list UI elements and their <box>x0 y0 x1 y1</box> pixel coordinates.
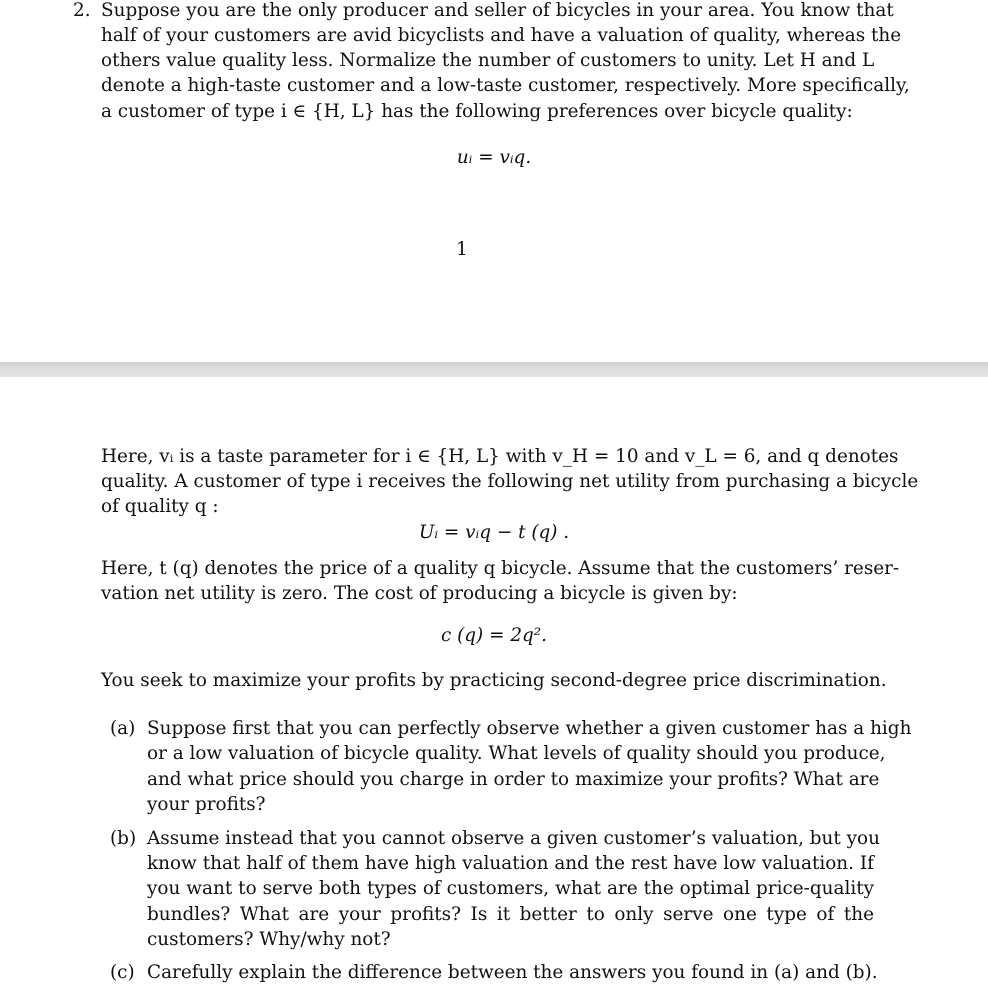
intro-line-2: half of your customers are avid bicyclists and have a valuation of quality, whereas the <box>101 25 902 46</box>
para2-line-2: vation net utility is zero. The cost of producing a bicycle is given by: <box>101 583 738 604</box>
part-a-label: (a) <box>110 718 136 739</box>
intro-line-5: a customer of type i ∈ {H, L} has the following preferences over bicycle quality: <box>101 101 853 122</box>
para2-line-1: Here, t (q) denotes the price of a quality q bicycle. Assume that the customers’ reser- <box>101 558 900 579</box>
part-b-label: (b) <box>110 828 137 849</box>
para1-line-3: of quality q : <box>101 496 219 517</box>
equation-net-utility: Uᵢ = vᵢq − t (q) . <box>418 522 570 543</box>
part-b-line-4: bundles? What are your profits? Is it better to only serve one type of the <box>147 904 874 925</box>
intro-line-1: Suppose you are the only producer and seller of bicycles in your area. You know that <box>101 0 894 21</box>
document-page-1 <box>0 0 988 362</box>
para3: You seek to maximize your profits by practicing second-degree price discrimination. <box>101 670 887 691</box>
part-b-line-1: Assume instead that you cannot observe a given customer’s valuation, but you <box>147 828 880 849</box>
part-c-label: (c) <box>110 962 135 983</box>
intro-line-3: others value quality less. Normalize the number of customers to unity. Let H and L <box>101 50 875 71</box>
para1-line-2: quality. A customer of type i receives the following net utility from purchasing a bicycle <box>101 471 919 492</box>
part-b-line-5: customers? Why/why not? <box>147 929 391 950</box>
part-b-line-3: you want to serve both types of customers, what are the optimal price-quality <box>147 878 874 899</box>
page-number: 1 <box>456 239 468 260</box>
part-a-line-1: Suppose first that you can perfectly observe whether a given customer has a high <box>147 718 912 739</box>
para1-line-1: Here, vᵢ is a taste parameter for i ∈ {H, L} with v_H = 10 and v_L = 6, and q denotes <box>101 446 899 467</box>
part-c-line-1: Carefully explain the difference between the answers you found in (a) and (b). <box>147 962 878 983</box>
equation-preferences: uᵢ = vᵢq. <box>456 147 532 168</box>
equation-cost: c (q) = 2q². <box>440 625 548 646</box>
part-a-line-2: or a low valuation of bicycle quality. What levels of quality should you produce, <box>147 743 886 764</box>
part-a-line-4: your profits? <box>147 794 266 815</box>
problem-number: 2. <box>73 0 91 21</box>
intro-line-4: denote a high-taste customer and a low-taste customer, respectively. More specifically, <box>101 75 910 96</box>
page-separator <box>0 362 988 377</box>
part-a-line-3: and what price should you charge in order to maximize your profits? What are <box>147 769 880 790</box>
part-b-line-2: know that half of them have high valuation and the rest have low valuation. If <box>147 853 874 874</box>
